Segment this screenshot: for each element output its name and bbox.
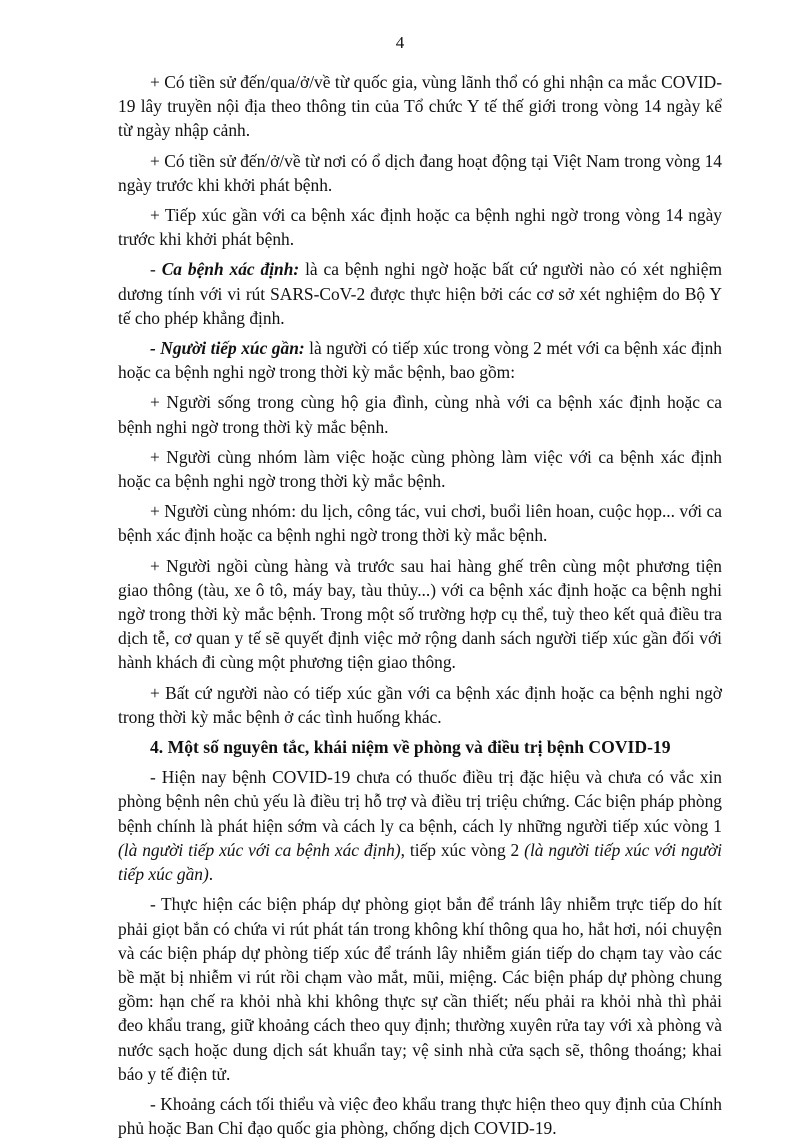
paragraph-treatment-principles bbox=[118, 765, 722, 886]
confirmed-case-definition: là ca bệnh nghi ngờ hoặc bất cứ người nào có xét nghiệm dương tính với vi rút SARS-CoV-2 được thực hiện bởi các cơ sở xét nghiệm do Bộ Y tế cho phép khẳng định. bbox=[118, 259, 723, 328]
paragraph-history-country: + Có tiền sử đến/qua/ở/về từ quốc gia, vùng lãnh thổ có ghi nhận ca mắc COVID-19 lây truyền nội địa theo thông tin của Tổ chức Y tế thế giới trong vòng 14 ngày kể từ ngày nhập cảnh. bbox=[118, 72, 722, 141]
paragraph-history-vietnam: + Có tiền sử đến/ở/về từ nơi có ổ dịch đang hoạt động tại Việt Nam trong vòng 14 ngày trước khi khởi phát bệnh. bbox=[118, 150, 722, 195]
close-contact-definition: là người có tiếp xúc trong vòng 2 mét với ca bệnh xác định hoặc ca bệnh nghi ngờ trong thời kỳ mắc bệnh, bao gồm: bbox=[118, 338, 722, 383]
close-contact-term: - Người tiếp xúc gần: bbox=[150, 338, 305, 359]
paragraph-confirmed-case bbox=[118, 257, 722, 330]
paragraph-household: + Người sống trong cùng hộ gia đình, cùng nhà với ca bệnh xác định hoặc ca bệnh nghi ngờ trong thời kỳ mắc bệnh. bbox=[118, 392, 722, 437]
contact-round-2-note: (là người tiếp xúc với người tiếp xúc gần) bbox=[118, 839, 723, 885]
paragraph-other-situations: + Bất cứ người nào có tiếp xúc gần với ca bệnh xác định hoặc ca bệnh nghi ngờ trong thời kỳ mắc bệnh ở các tình huống khác. bbox=[118, 682, 722, 727]
paragraph-close-contact-14days: + Tiếp xúc gần với ca bệnh xác định hoặc ca bệnh nghi ngờ trong vòng 14 ngày trước khi khởi phát bệnh. bbox=[118, 205, 722, 250]
paragraph-close-contact-definition bbox=[118, 336, 722, 384]
paragraph-distance-masks: - Khoảng cách tối thiểu và việc đeo khẩu trang thực hiện theo quy định của Chính phủ hoặc Ban Chỉ đạo quốc gia phòng, chống dịch COVID-19. bbox=[118, 1093, 722, 1139]
treatment-mid: , tiếp xúc vòng 2 bbox=[400, 839, 525, 860]
paragraph-transport: + Người ngồi cùng hàng và trước sau hai hàng ghế trên cùng một phương tiện giao thông (tàu, xe ô tô, máy bay, tàu thủy...) với ca bệnh xác định hoặc ca bệnh nghi ngờ trong thời kỳ mắc bệnh. Trong một số trường hợp cụ thể, tuỳ theo kết quả điều tra dịch tễ, cơ quan y tế sẽ quyết định việc mở rộng danh sách người tiếp xúc gần đối với hành khách đi cùng một phương tiện giao thông. bbox=[118, 555, 722, 673]
confirmed-case-prefix: - bbox=[150, 259, 162, 280]
treatment-end: . bbox=[208, 864, 214, 885]
page-content bbox=[118, 70, 722, 1146]
confirmed-case-term: Ca bệnh xác định: bbox=[161, 259, 300, 280]
page-number: 4 bbox=[395, 33, 405, 52]
paragraph-workgroup: + Người cùng nhóm làm việc hoặc cùng phòng làm việc với ca bệnh xác định hoặc ca bệnh nghi ngờ trong thời kỳ mắc bệnh. bbox=[118, 446, 722, 492]
treatment-text: - Hiện nay bệnh COVID-19 chưa có thuốc điều trị đặc hiệu và chưa có vắc xin phòng bệnh nên chủ yếu là điều trị hỗ trợ và điều trị triệu chứng. Các biện pháp phòng bệnh chính là phát hiện sớm và cách ly ca bệnh, cách ly những người tiếp xúc vòng 1 bbox=[118, 767, 722, 836]
contact-round-1-note: (là người tiếp xúc với ca bệnh xác định) bbox=[118, 839, 401, 860]
paragraph-group-activity: + Người cùng nhóm: du lịch, công tác, vui chơi, buổi liên hoan, cuộc họp... với ca bệnh xác định hoặc ca bệnh nghi ngờ trong thời kỳ mắc bệnh. bbox=[118, 501, 722, 546]
section-heading: 4. Một số nguyên tắc, khái niệm về phòng và điều trị bệnh COVID-19 bbox=[150, 737, 671, 758]
paragraph-droplet-prevention: - Thực hiện các biện pháp dự phòng giọt bắn để tránh lây nhiễm trực tiếp do hít phải giọt bắn có chứa vi rút phát tán trong không khí thông qua ho, hắt hơi, nói chuyện và các biện pháp dự phòng tiếp xúc để tránh lây nhiễm gián tiếp do chạm tay vào các bề mặt bị nhiễm vi rút rồi chạm vào mắt, mũi, miệng. Các biện pháp dự phòng chung gồm: hạn chế ra khỏi nhà khi không thực sự cần thiết; nếu phải ra khỏi nhà thì phải đeo khẩu trang, giữ khoảng cách theo quy định; thường xuyên rửa tay với xà phòng và nước sạch hoặc dung dịch sát khuẩn tay; vệ sinh nhà cửa sạch sẽ, thông thoáng; khai báo y tế điện tử. bbox=[118, 894, 722, 1084]
